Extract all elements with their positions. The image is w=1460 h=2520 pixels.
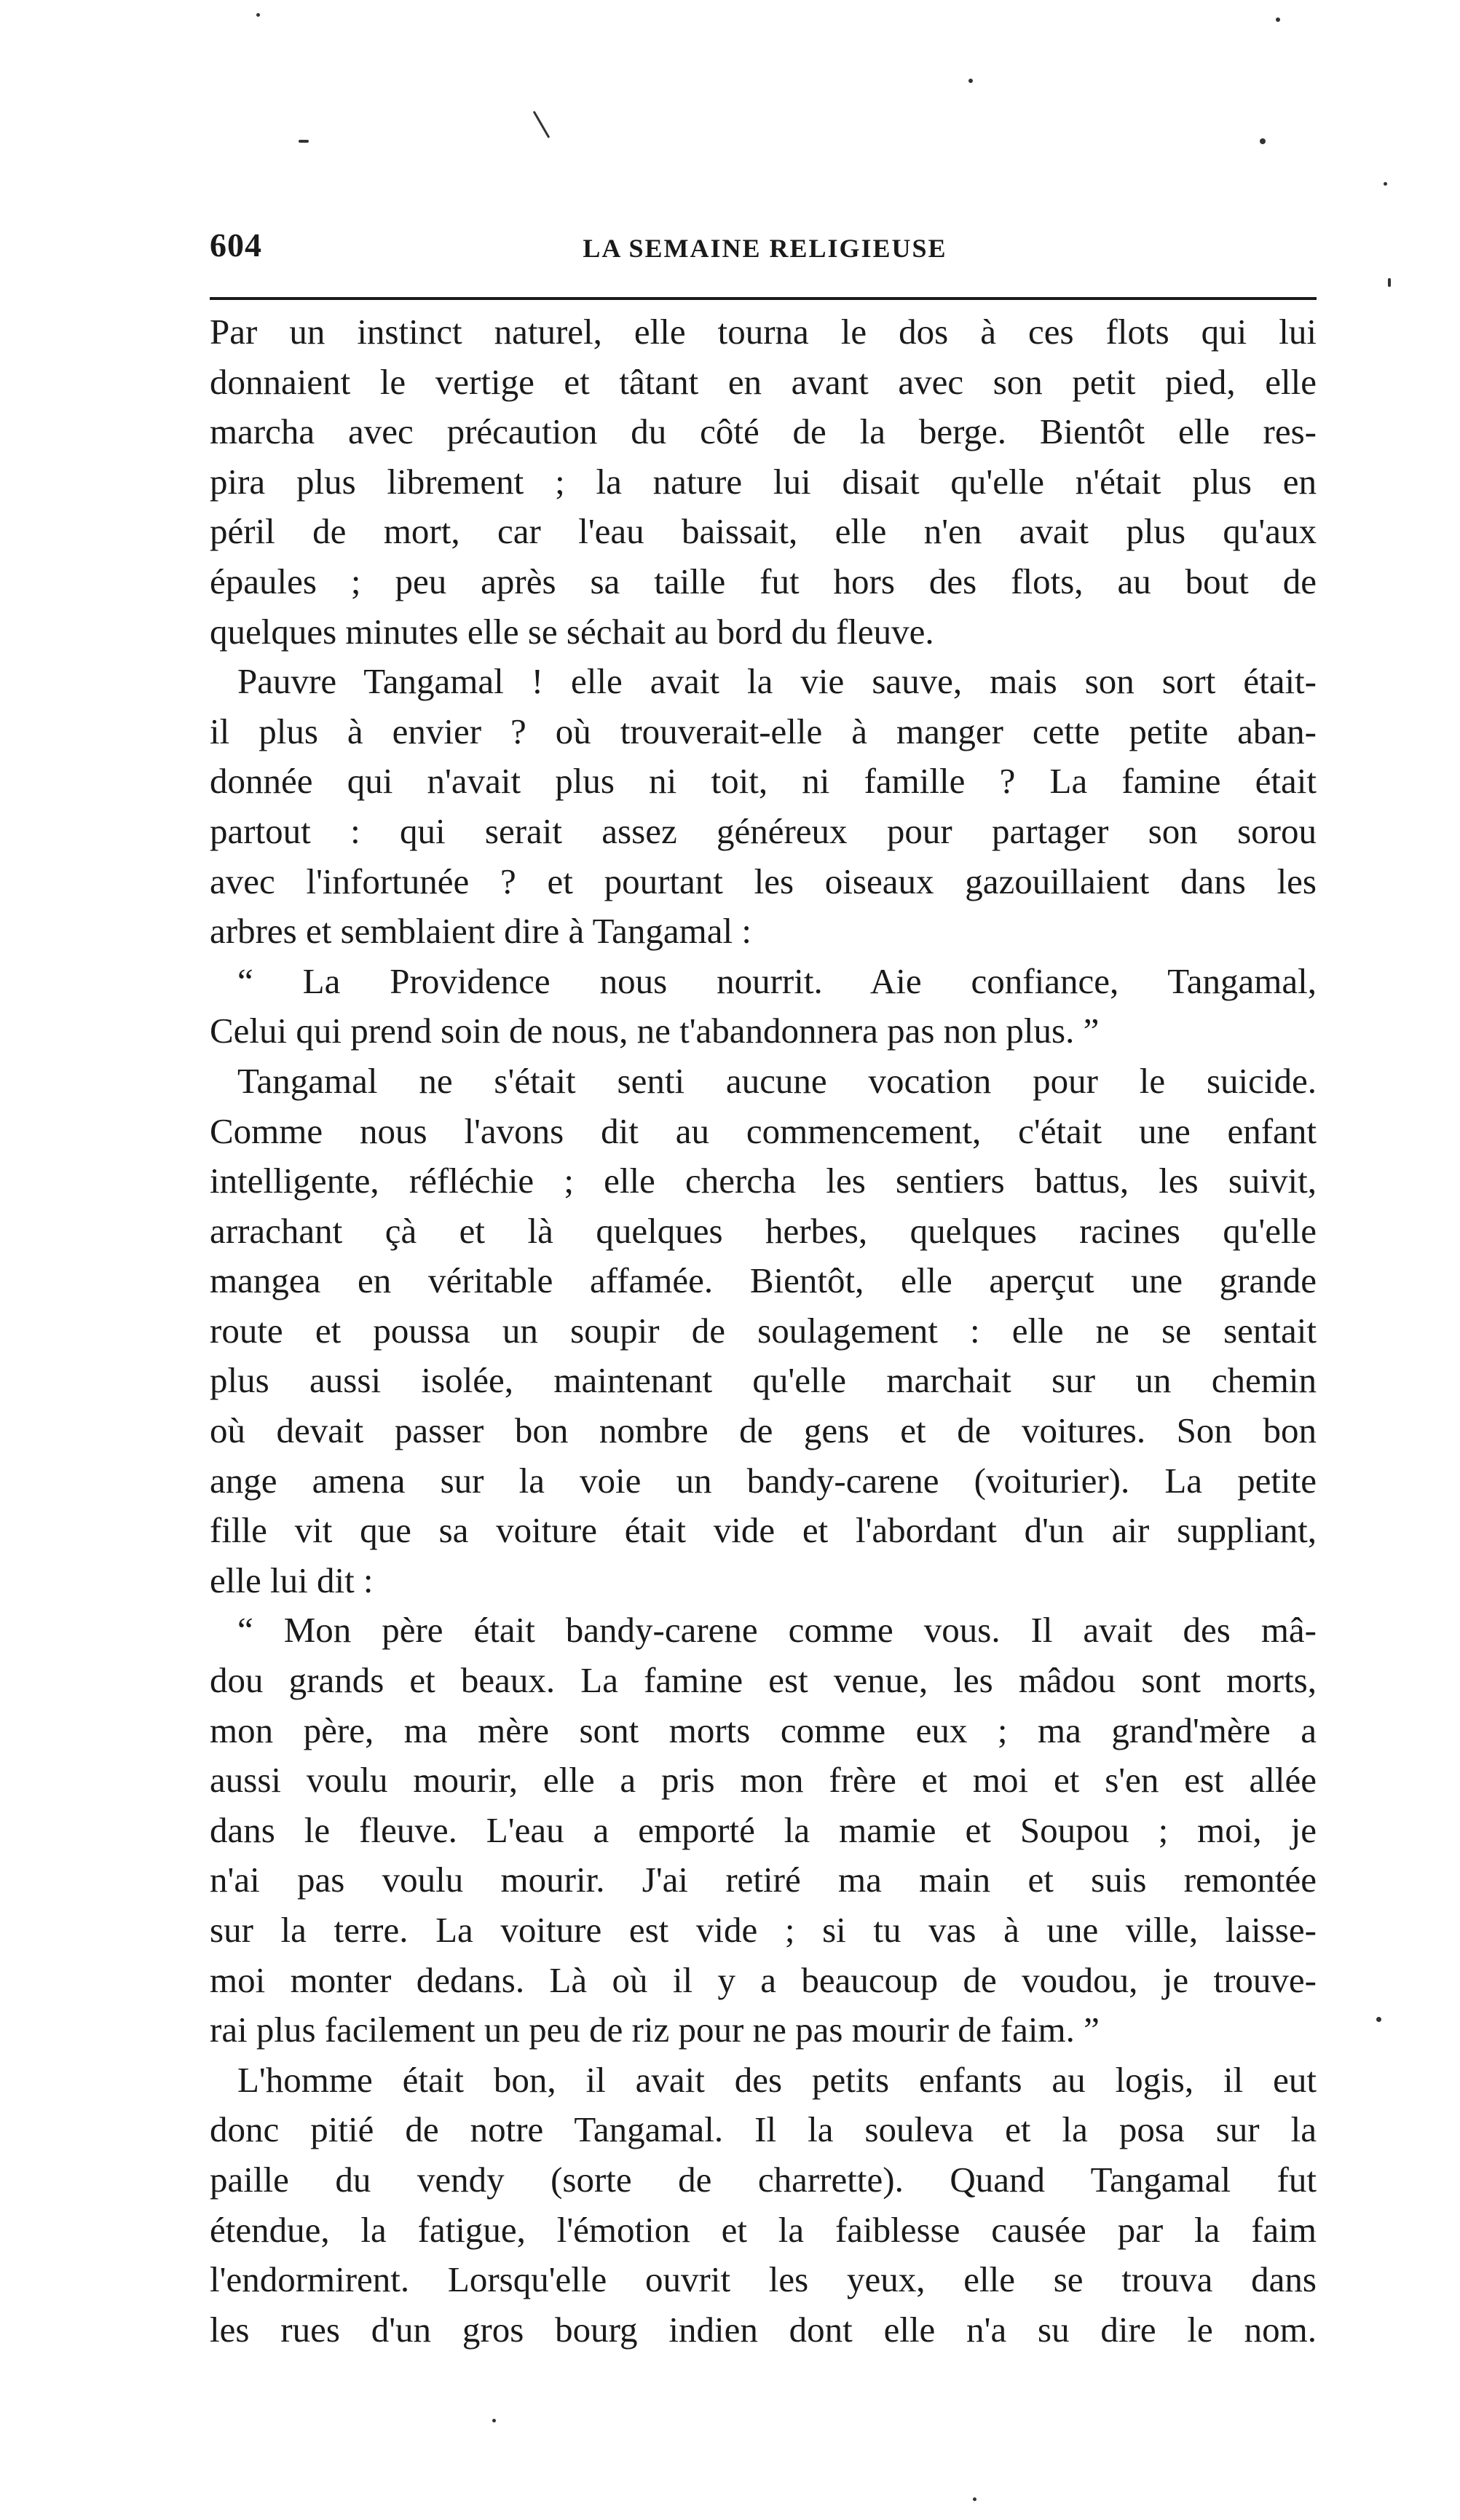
ink-speck	[1388, 278, 1391, 287]
text-line: aussi voulu mourir, elle a pris mon frère et moi et s'en est allée	[210, 1760, 1317, 1801]
text-line: il plus à envier ? où trouverait-elle à manger cette petite aban-	[210, 711, 1317, 751]
ink-speck	[973, 2497, 976, 2501]
text-line: arbres et semblaient dire à Tangamal :	[210, 911, 751, 952]
body-text	[210, 307, 1317, 2355]
text-line: pira plus librement ; la nature lui disait qu'elle n'était plus en	[210, 461, 1317, 502]
ink-speck	[1276, 17, 1280, 22]
text-line: dans le fleuve. L'eau a emporté la mamie et Soupou ; moi, je	[210, 1809, 1317, 1850]
text-line: Celui qui prend soin de nous, ne t'abandonnera pas non plus. ”	[210, 1011, 1100, 1051]
text-line: l'endormirent. Lorsqu'elle ouvrit les yeux, elle se trouva dans	[210, 2259, 1317, 2300]
text-line: plus aussi isolée, maintenant qu'elle marchait sur un chemin	[210, 1360, 1317, 1401]
ink-speck	[492, 2419, 496, 2422]
text-line: L'homme était bon, il avait des petits enfants au logis, il eut	[237, 2059, 1317, 2100]
text-line: où devait passer bon nombre de gens et de voitures. Son bon	[210, 1410, 1317, 1451]
text-line: Tangamal ne s'était senti aucune vocation pour le suicide.	[237, 1060, 1317, 1101]
text-line: Par un instinct naturel, elle tourna le dos à ces flots qui lui	[210, 312, 1317, 352]
header-rule	[210, 297, 1317, 300]
text-line: donc pitié de notre Tangamal. Il la souleva et la posa sur la	[210, 2109, 1317, 2150]
ink-speck	[256, 13, 260, 17]
ink-speck	[533, 111, 551, 138]
text-line: route et poussa un soupir de soulagement : elle ne se sentait	[210, 1310, 1317, 1351]
text-line: marcha avec précaution du côté de la berge. Bientôt elle res-	[210, 411, 1317, 452]
text-line: fille vit que sa voiture était vide et l'abordant d'un air suppliant,	[210, 1510, 1317, 1551]
ink-speck	[968, 79, 973, 83]
text-line: n'ai pas voulu mourir. J'ai retiré ma main et suis remontée	[210, 1860, 1317, 1900]
text-line: péril de mort, car l'eau baissait, elle n'en avait plus qu'aux	[210, 511, 1317, 552]
text-line: arrachant çà et là quelques herbes, quelques racines qu'elle	[210, 1210, 1317, 1251]
ink-speck	[299, 140, 309, 143]
text-line: mon père, ma mère sont morts comme eux ; ma grand'mère a	[210, 1710, 1317, 1750]
text-line: étendue, la fatigue, l'émotion et la faiblesse causée par la faim	[210, 2209, 1317, 2250]
text-line: “ Mon père était bandy-carene comme vous. Il avait des mâ-	[237, 1610, 1317, 1651]
text-line: partout : qui serait assez généreux pour partager son sorou	[210, 810, 1317, 851]
text-line: Pauvre Tangamal ! elle avait la vie sauve, mais son sort était-	[237, 661, 1317, 702]
ink-speck	[1260, 138, 1266, 144]
text-line: moi monter dedans. Là où il y a beaucoup de voudou, je trouve-	[210, 1959, 1317, 2000]
page-header	[210, 218, 1320, 277]
text-line: ange amena sur la voie un bandy-carene (voiturier). La petite	[210, 1460, 1317, 1501]
text-line: les rues d'un gros bourg indien dont elle n'a su dire le nom.	[210, 2309, 1317, 2350]
text-line: rai plus facilement un peu de riz pour ne pas mourir de faim. ”	[210, 2010, 1100, 2050]
text-line: Comme nous l'avons dit au commencement, c'était une enfant	[210, 1110, 1317, 1151]
ink-speck	[1376, 2017, 1381, 2022]
text-line: “ La Providence nous nourrit. Aie confiance, Tangamal,	[237, 960, 1317, 1001]
running-title: LA SEMAINE RELIGIEUSE	[583, 234, 947, 263]
text-line: épaules ; peu après sa taille fut hors des flots, au bout de	[210, 561, 1317, 601]
text-line: sur la terre. La voiture est vide ; si tu vas à une ville, laisse-	[210, 1910, 1317, 1950]
text-line: donnaient le vertige et tâtant en avant avec son petit pied, elle	[210, 361, 1317, 402]
text-line: paille du vendy (sorte de charrette). Quand Tangamal fut	[210, 2159, 1317, 2200]
text-line: avec l'infortunée ? et pourtant les oiseaux gazouillaient dans les	[210, 861, 1317, 901]
text-line: quelques minutes elle se séchait au bord du fleuve.	[210, 611, 934, 652]
page-number: 604	[210, 226, 262, 264]
ink-speck	[1384, 182, 1387, 186]
text-line: mangea en véritable affamée. Bientôt, elle aperçut une grande	[210, 1260, 1317, 1301]
text-line: elle lui dit :	[210, 1560, 374, 1600]
text-line: dou grands et beaux. La famine est venue, les mâdou sont morts,	[210, 1660, 1317, 1701]
text-line: donnée qui n'avait plus ni toit, ni famille ? La famine était	[210, 761, 1317, 802]
text-line: intelligente, réfléchie ; elle chercha les sentiers battus, les suivit,	[210, 1161, 1317, 1201]
